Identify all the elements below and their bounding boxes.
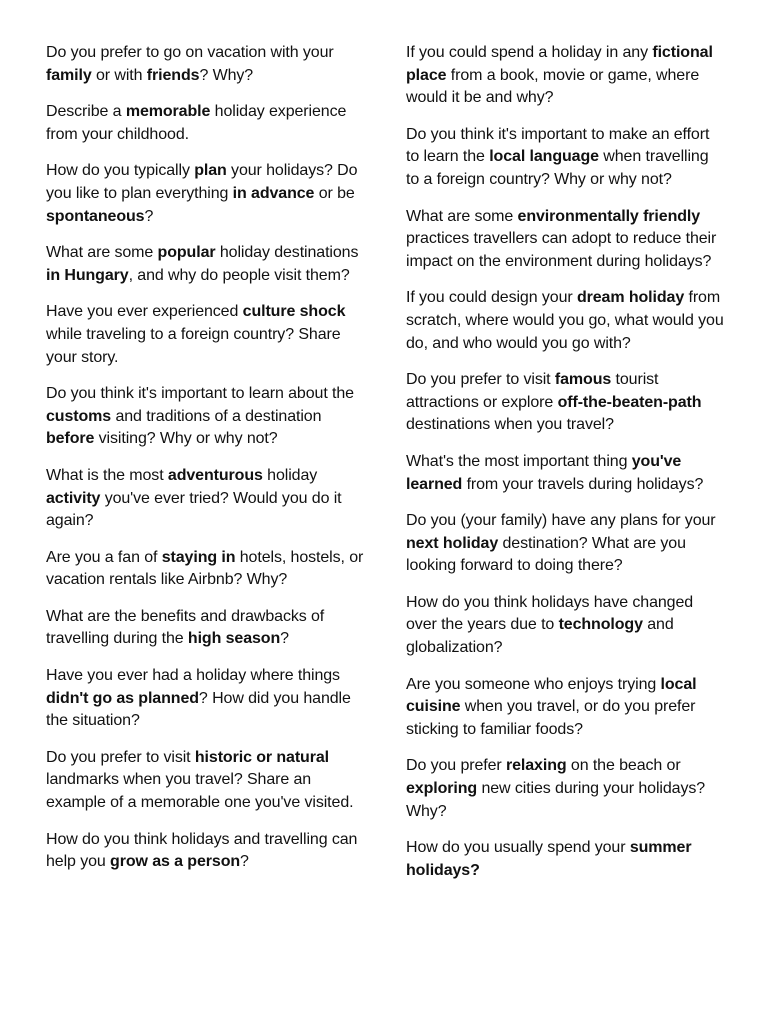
keyword-bold: friends [146,66,200,84]
question-item [46,101,364,146]
question-text: ? [144,207,154,225]
question-text: while traveling to a foreign country? Share your story. [46,325,341,366]
question-text: Have you ever experienced [46,303,243,321]
question-text: How do you typically [46,162,195,180]
question-text: Describe a [46,103,126,121]
question-text: Are you someone who enjoys trying [406,675,661,693]
keyword-bold: spontaneous [46,207,145,225]
question-text: Are you a fan of [46,548,162,566]
question-text: If you could design your [406,289,577,307]
question-item [46,242,364,287]
question-text: holiday destinations [215,244,359,262]
question-item [46,383,364,451]
question-item [406,124,724,192]
question-text: How do you think holidays and travelling can help you [46,830,358,871]
question-item [406,287,724,355]
question-text: new cities during your holidays? Why? [406,780,706,820]
question-text: What are some [46,244,158,262]
question-text: Do you think it's important to make an effort to learn the [406,125,710,166]
question-text: when you travel, or do you prefer sticking to familiar foods? [406,698,696,738]
question-text: Do you think it's important to learn about the [46,385,354,403]
question-item [406,592,724,660]
question-item [46,547,364,592]
question-text: you've ever tried? Would you do it again? [46,489,342,530]
keyword-bold: customs [46,407,112,425]
keyword-bold: famous [554,371,612,389]
question-text: and traditions of a destination [111,407,322,425]
question-text: What's the most important thing [406,452,632,470]
keyword-bold: fictional place [406,44,713,84]
question-column-left [46,42,364,888]
question-text: ? [280,630,289,648]
question-text: How do you usually spend your [406,839,630,857]
question-text: ? [240,853,249,871]
keyword-bold: exploring [406,780,478,798]
question-text: landmarks when you travel? Share an example of a memorable one you've visited. [46,771,354,812]
question-text: destination? What are you looking forward to doing there? [406,534,686,575]
question-text: holiday experience from your childhood. [46,103,347,143]
question-item [46,829,364,874]
keyword-bold: popular [157,244,216,262]
question-text: Do you prefer to visit [46,748,195,766]
question-text: ? Why? [199,66,254,84]
keyword-bold: activity [46,489,101,507]
question-item [406,674,724,742]
question-text: from scratch, where would you go, what would you do, and who would you go with? [406,289,724,352]
keyword-bold: relaxing [505,757,567,775]
question-item [406,451,724,496]
question-column-right [406,42,724,896]
question-item [46,665,364,733]
keyword-bold: didn't go as planned [46,689,199,707]
keyword-bold: next holiday [406,534,499,552]
question-text: , and why do people visit them? [128,266,350,284]
question-text: Do you prefer to visit [406,371,555,389]
keyword-bold: environmentally friendly [517,207,701,225]
keyword-bold: family [46,66,92,84]
keyword-bold: plan [194,162,227,180]
keyword-bold: in advance [232,184,315,202]
keyword-bold: local language [489,148,599,166]
keyword-bold: you've learned [406,452,682,493]
keyword-bold: dream holiday [576,289,685,307]
question-text: ? How did you handle the situation? [46,689,351,730]
question-text: Do you (your family) have any plans for your [406,512,716,530]
keyword-bold: staying in [161,548,236,566]
question-text: or be [314,184,355,202]
keyword-bold: grow as a person [110,853,241,871]
question-text: practices travellers can adopt to reduce their impact on the environment during holidays? [406,230,717,270]
question-item [46,747,364,815]
question-text: What is the most [46,466,168,484]
question-text: hotels, hostels, or vacation rentals like Airbnb? Why? [46,548,364,589]
question-item [406,510,724,578]
question-item [406,755,724,823]
question-text: If you could spend a holiday in any [406,44,653,61]
keyword-bold: in Hungary [46,266,129,284]
question-item [406,837,724,882]
question-item [46,42,364,87]
keyword-bold: local cuisine [406,675,697,716]
question-text: Do you prefer to go on vacation with your [46,44,334,61]
question-item [46,301,364,369]
question-text: How do you think holidays have changed over the years due to [406,593,694,634]
question-text: on the beach or [566,757,681,775]
question-item [406,42,724,110]
keyword-bold: high season [187,630,281,648]
question-text: holiday [262,466,318,484]
keyword-bold: technology [558,616,643,634]
question-item [406,206,724,274]
question-text: visiting? Why or why not? [94,430,278,448]
keyword-bold: memorable [125,103,211,121]
question-item [46,606,364,651]
question-text: Have you ever had a holiday where things [46,667,340,685]
question-text: when travelling to a foreign country? Why or why not? [406,148,709,188]
question-item [46,465,364,533]
keyword-bold: historic or natural [194,748,329,766]
question-text: destinations when you travel? [406,416,614,434]
keyword-bold: before [46,430,95,448]
question-text: your holidays? Do you like to plan everything [46,162,358,202]
question-text: What are some [406,207,518,225]
question-text: Do you prefer [406,757,506,775]
question-text: and globalization? [406,616,674,657]
question-item [406,369,724,437]
question-text: from your travels during holidays? [462,475,704,493]
question-text: or with [91,66,147,84]
keyword-bold: culture shock [242,303,346,321]
keyword-bold: off-the-beaten-path [557,393,702,411]
question-text: tourist attractions or explore [406,371,659,411]
question-text: What are the benefits and drawbacks of travelling during the [46,607,325,648]
question-item [46,160,364,228]
keyword-bold: adventurous [167,466,263,484]
question-text: from a book, movie or game, where would it be and why? [406,66,700,107]
keyword-bold: summer holidays? [406,839,692,879]
